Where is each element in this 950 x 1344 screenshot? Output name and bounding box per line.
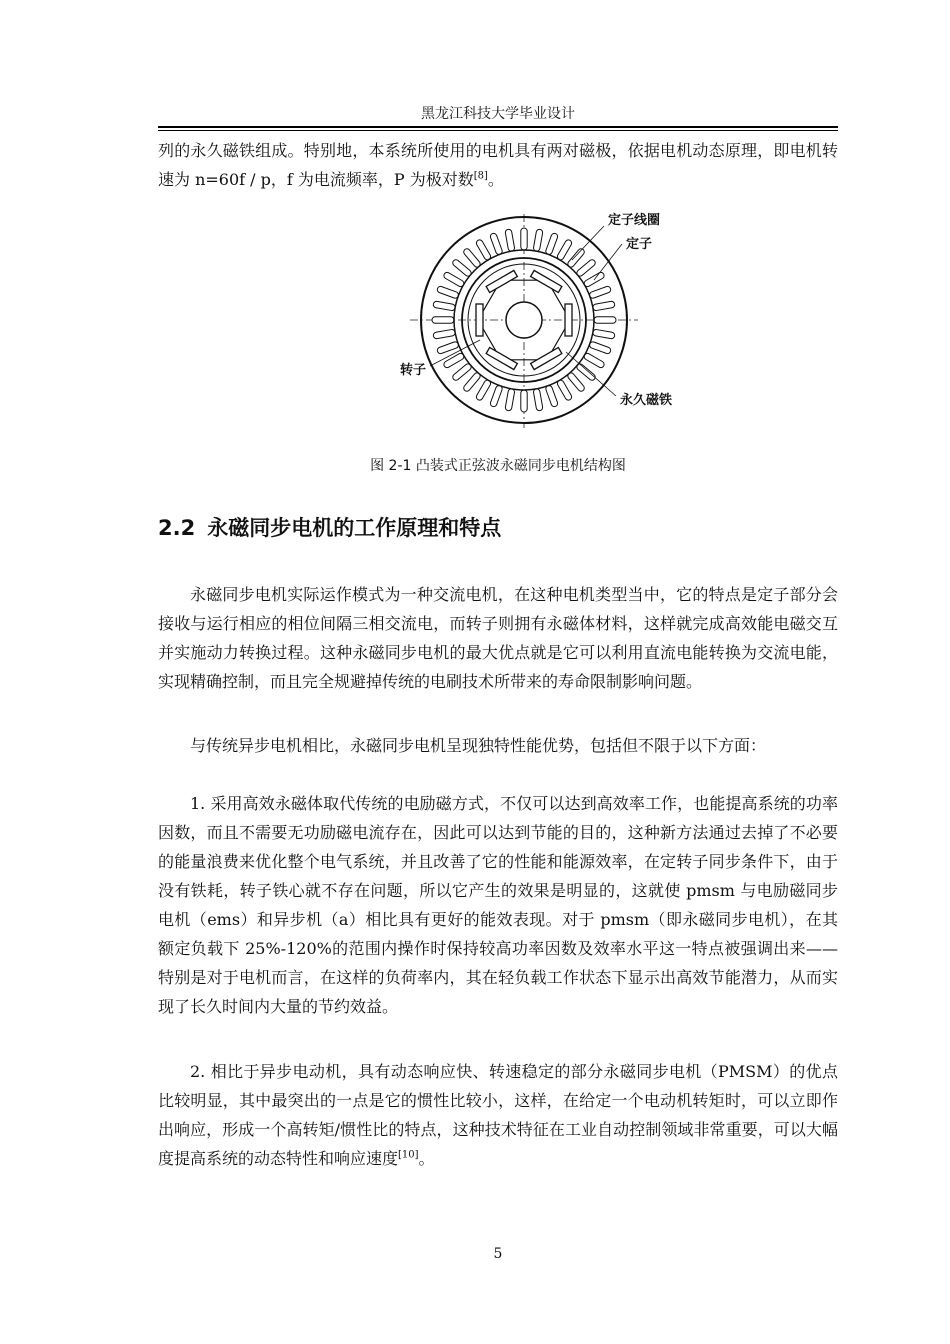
intro-text: 列的永久磁铁组成。特别地，本系统所使用的电机具有两对磁极，依据电机动态原理，即电机转速为 n=60f / p，f 为电流频率，P 为极对数 xyxy=(158,141,838,189)
permanent-magnet xyxy=(486,270,517,292)
stator-slot xyxy=(443,352,465,369)
stator-slot xyxy=(592,301,615,311)
stator-slot xyxy=(545,232,559,255)
stator-slot xyxy=(556,379,573,401)
permanent-magnet xyxy=(486,348,517,370)
stator-slot xyxy=(567,372,586,393)
header-rule-thin xyxy=(158,130,838,131)
citation-ref: [8] xyxy=(473,170,488,182)
stator-slot xyxy=(490,232,504,255)
stator-slot xyxy=(594,317,616,323)
stator-slot xyxy=(451,258,472,277)
stator-slot xyxy=(433,301,456,311)
permanent-magnet xyxy=(531,270,562,292)
stator-slot xyxy=(475,239,492,261)
stator-slot xyxy=(576,363,597,382)
stator-slot xyxy=(545,385,559,408)
stator-slot xyxy=(433,329,456,339)
header-rule-thick xyxy=(158,126,838,128)
permanent-magnet xyxy=(531,348,562,370)
stator-slot xyxy=(475,379,492,401)
stator-slot xyxy=(490,385,504,408)
intro-end: 。 xyxy=(487,170,504,189)
stator-slot xyxy=(567,247,586,268)
stator-slot xyxy=(592,329,615,339)
stator-slot xyxy=(505,229,515,252)
stator-slot xyxy=(462,372,481,393)
stator-slot xyxy=(589,341,612,355)
label-stator-coil: 定子线圈 xyxy=(608,213,661,228)
figure-caption: 图 2-1 凸装式正弦波永磁同步电机结构图 xyxy=(370,458,626,474)
stator-slot xyxy=(589,286,612,300)
section-heading xyxy=(158,513,838,543)
section-number: 2.2 xyxy=(158,516,196,540)
paragraph-1: 永磁同步电机实际运作模式为一种交流电机，在这种电机类型当中，它的特点是定子部分会接收与运行相应的相位间隔三相交流电，而转子则拥有永磁体材料，这样就完成高效能电磁交互并实施动力转换过程。这种永磁同步电机的最大优点就是它可以利用直流电能转换为交流电能，实现精确控制，而且完全规避掉传统的电刷技术所带来的寿命限制影响问题。 xyxy=(158,585,838,691)
paragraph-2: 与传统异步电机相比，永磁同步电机呈现独特性能优势，包括但不限于以下方面： xyxy=(190,736,767,755)
citation-ref-10: [10] xyxy=(398,1149,419,1161)
paragraph-4-text: 2. 相比于异步电动机，具有动态响应快、转速稳定的部分永磁同步电机（PMSM）的优点比较明显，其中最突出的一点是它的惯性比较小，这样，在给定一个电动机转矩时，可以立即作出响应，形成一个高转矩/惯性比的特点，这种技术特征在工业自动控制领域非常重要，可以大幅度提高系统的动态特性和响应速度 xyxy=(158,1062,838,1168)
stator-slot xyxy=(533,388,543,411)
running-header: 黑龙江科技大学毕业设计 xyxy=(421,106,575,122)
stator-slot xyxy=(436,286,459,300)
shaft-circle xyxy=(506,302,542,338)
stator-slot xyxy=(533,229,543,252)
paragraph-4-end: 。 xyxy=(418,1149,435,1168)
section-title: 永磁同步电机的工作原理和特点 xyxy=(207,516,502,540)
paragraph-4 xyxy=(158,1057,838,1173)
intro-paragraph xyxy=(158,136,838,194)
motor-structure-figure xyxy=(380,200,680,430)
label-rotor: 转子 xyxy=(400,363,427,378)
paragraph-3: 1. 采用高效永磁体取代传统的电励磁方式，不仅可以达到高效率工作，也能提高系统的功率因数，而且不需要无功励磁电流存在，因此可以达到节能的目的，这种新方法通过去掉了不必要的能量浪费来优化整个电气系统，并且改善了它的性能和能源效率，在定转子同步条件下，由于没有铁耗，转子铁心就不存在问题，所以它产生的效果是明显的，这就使 pmsm 与电励磁同步电机（ems）和异步机（a）相比具有更好的能效表现。对于 pmsm（即永磁同步电机），在其额定负载下 25%-120%的范围内操作时保持较高功率因数及效率水平这一特点被强调出来——特别是对于电机而言，在这样的负荷率内，其在轻负载工作状态下显示出高效节能潜力，从而实现了长久时间内大量的节约效益。 xyxy=(158,794,838,1016)
stator-slot xyxy=(521,228,527,250)
stator-slot xyxy=(505,388,515,411)
stator-slot xyxy=(583,352,605,369)
label-stator: 定子 xyxy=(626,237,653,252)
stator-slot xyxy=(432,317,454,323)
stator-slot xyxy=(462,247,481,268)
motor-diagram xyxy=(380,200,680,430)
page-number: 5 xyxy=(493,1246,503,1262)
permanent-magnet xyxy=(476,304,483,336)
stator-slot xyxy=(556,239,573,261)
permanent-magnet xyxy=(565,304,572,336)
stator-slot xyxy=(521,390,527,412)
stator-slot xyxy=(576,258,597,277)
stator-slot xyxy=(443,271,465,288)
stator-slot xyxy=(451,363,472,382)
label-magnet: 永久磁铁 xyxy=(620,393,673,408)
